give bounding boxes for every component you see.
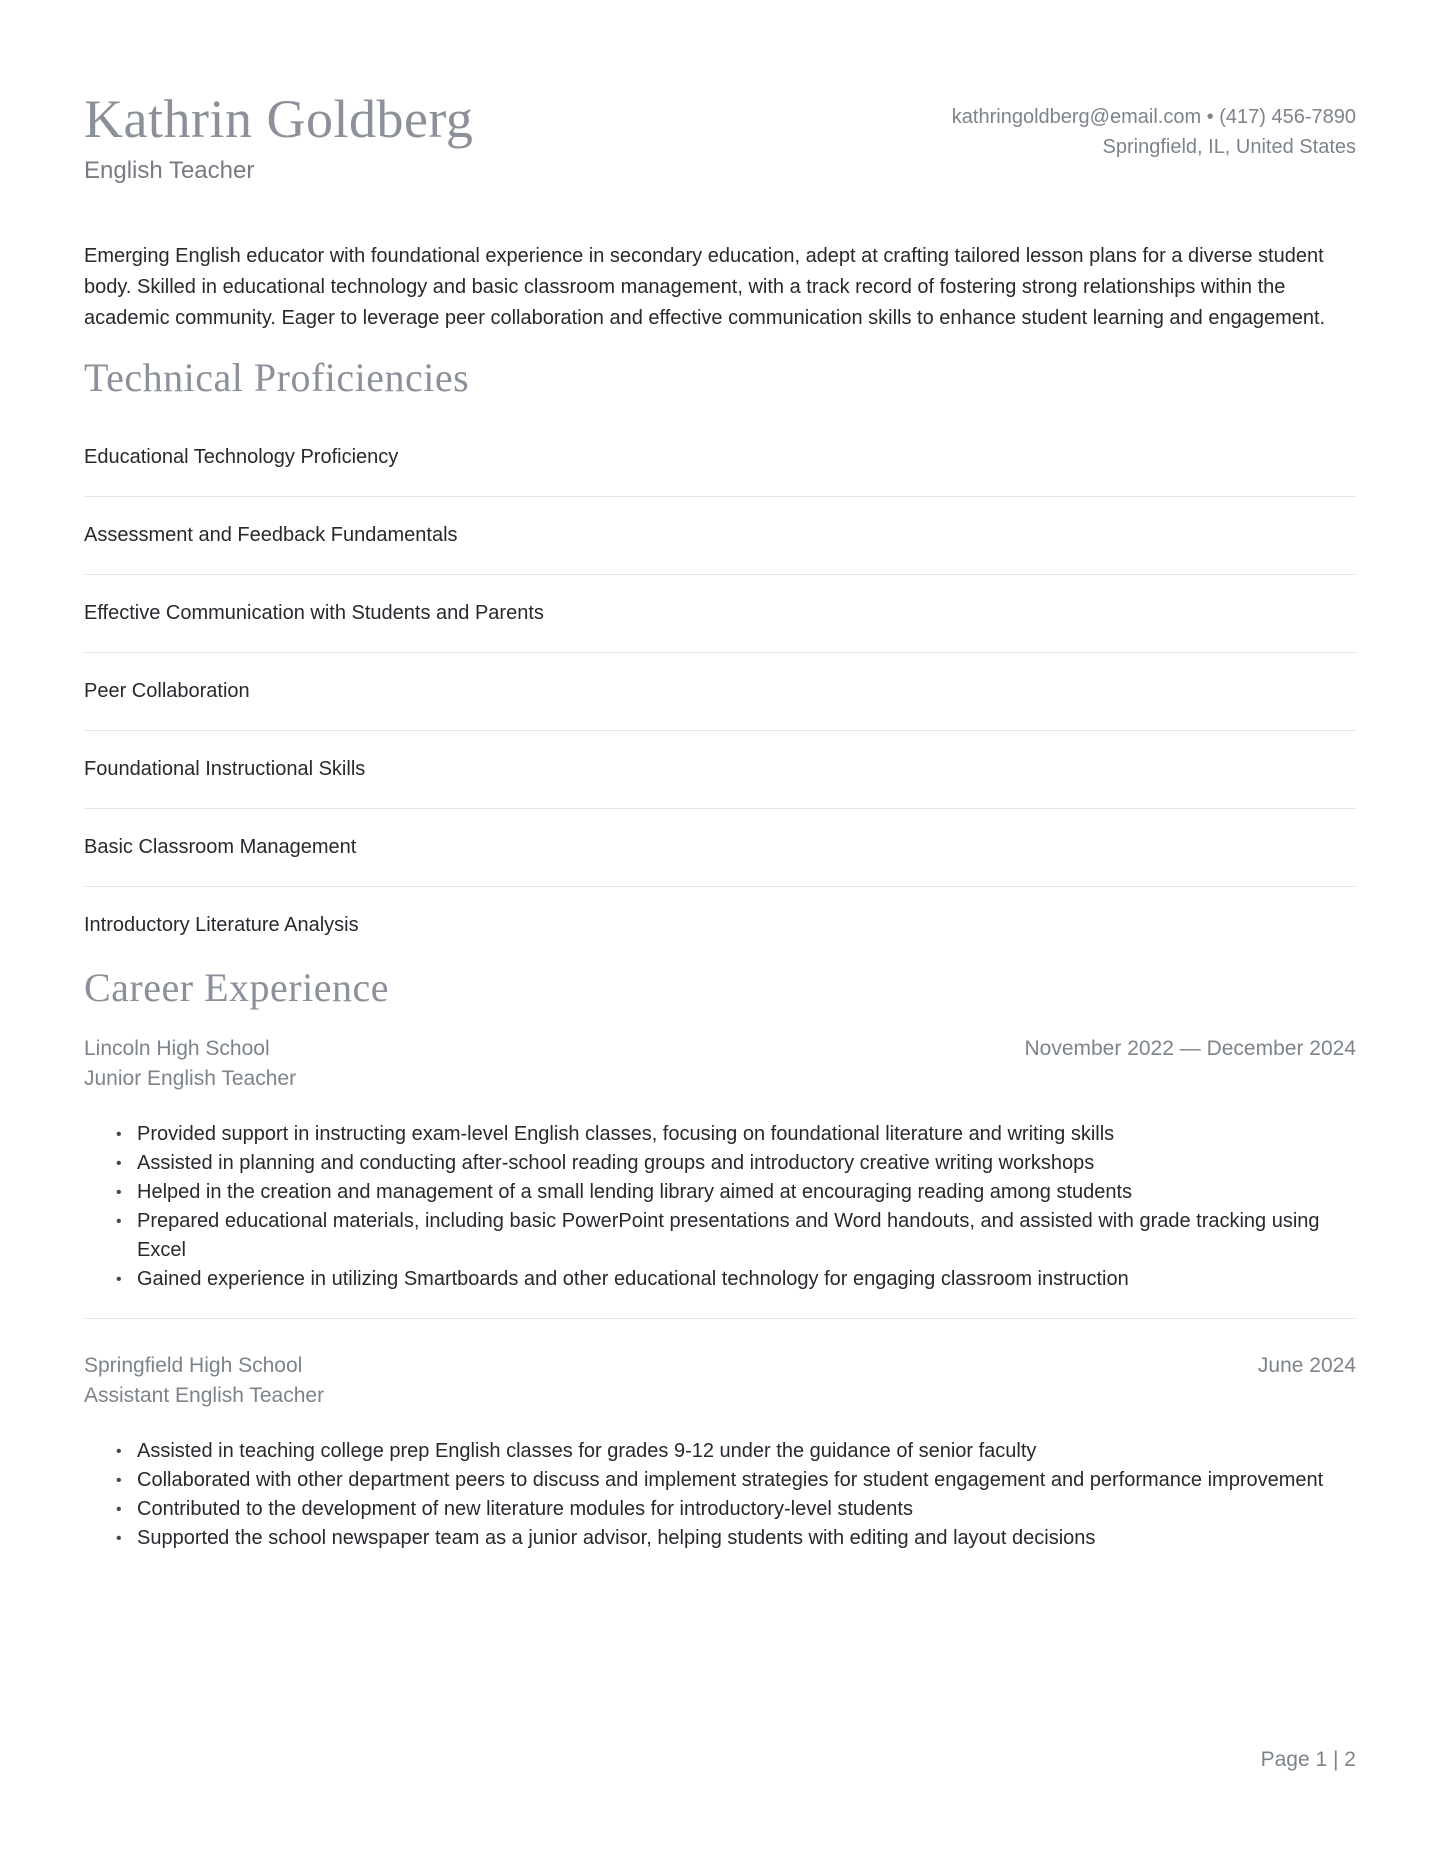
job-bullet: • Assisted in teaching college prep English classes for grades 9-12 under the guidance of senior faculty bbox=[137, 1437, 1356, 1466]
job-role: Junior English Teacher bbox=[84, 1067, 297, 1091]
skill-item: Foundational Instructional Skills bbox=[84, 731, 1356, 809]
skills-list bbox=[84, 446, 1356, 964]
skill-item: Effective Communication with Students and Parents bbox=[84, 575, 1356, 653]
person-title: English Teacher bbox=[84, 157, 255, 185]
job-entry bbox=[84, 1034, 1356, 1294]
job-bullet: • Prepared educational materials, including basic PowerPoint presentations and Word handouts, and assisted with grade tracking using Excel bbox=[137, 1207, 1356, 1265]
job-header bbox=[84, 1034, 1356, 1094]
job-entry bbox=[84, 1351, 1356, 1553]
job-dates: November 2022 — December 2024 bbox=[1024, 1037, 1356, 1061]
job-company-role bbox=[84, 1034, 296, 1094]
job-dates: June 2024 bbox=[1257, 1354, 1356, 1378]
job-bullet: • Supported the school newspaper team as a junior advisor, helping students with editing and layout decisions bbox=[137, 1524, 1356, 1553]
job-role: Assistant English Teacher bbox=[84, 1384, 325, 1408]
skill-item: Basic Classroom Management bbox=[84, 809, 1356, 887]
person-name: Kathrin Goldberg bbox=[84, 89, 474, 149]
skill-item: Introductory Literature Analysis bbox=[84, 914, 359, 937]
contact-block bbox=[952, 90, 1356, 162]
job-header bbox=[84, 1351, 1356, 1411]
contact-location: Springfield, IL, United States bbox=[1102, 136, 1356, 158]
experience-section-heading: Career Experience bbox=[84, 965, 389, 1011]
skill-item: Assessment and Feedback Fundamentals bbox=[84, 497, 1356, 575]
job-company-role bbox=[84, 1351, 324, 1411]
job-bullet: • Helped in the creation and management of a small lending library aimed at encouraging reading among students bbox=[137, 1178, 1356, 1207]
job-bullet-list bbox=[84, 1437, 1356, 1553]
contact-email-phone: kathringoldberg@email.com • (417) 456-7890 bbox=[951, 106, 1356, 128]
skill-item: Educational Technology Proficiency bbox=[84, 446, 1356, 497]
job-bullet-list bbox=[84, 1120, 1356, 1294]
job-divider bbox=[84, 1318, 1356, 1319]
job-bullet: • Provided support in instructing exam-level English classes, focusing on foundational literature and writing skills bbox=[137, 1120, 1356, 1149]
identity-block bbox=[84, 90, 473, 185]
job-bullet: • Assisted in planning and conducting after-school reading groups and introductory creative writing workshops bbox=[137, 1149, 1356, 1178]
skill-item: Peer Collaboration bbox=[84, 653, 1356, 731]
job-bullet: • Gained experience in utilizing Smartboards and other educational technology for engaging classroom instruction bbox=[137, 1265, 1356, 1294]
job-company: Lincoln High School bbox=[84, 1037, 270, 1061]
summary-paragraph: Emerging English educator with foundational experience in secondary education, adept at crafting tailored lesson plans for a diverse student body. Skilled in educational technology and basic classroom management, with a track record of fostering strong relationships within the academic community. Eager to leverage peer collaboration and effective communication skills to enhance student learning and engagement. bbox=[84, 245, 1326, 330]
page-number: Page 1 | 2 bbox=[1260, 1748, 1356, 1771]
job-bullet: • Collaborated with other department peers to discuss and implement strategies for student engagement and performance improvement bbox=[137, 1466, 1356, 1495]
job-bullet: • Contributed to the development of new literature modules for introductory-level students bbox=[137, 1495, 1356, 1524]
resume-header bbox=[84, 90, 1356, 185]
job-company: Springfield High School bbox=[84, 1354, 303, 1378]
skills-section-heading: Technical Proficiencies bbox=[84, 355, 470, 401]
